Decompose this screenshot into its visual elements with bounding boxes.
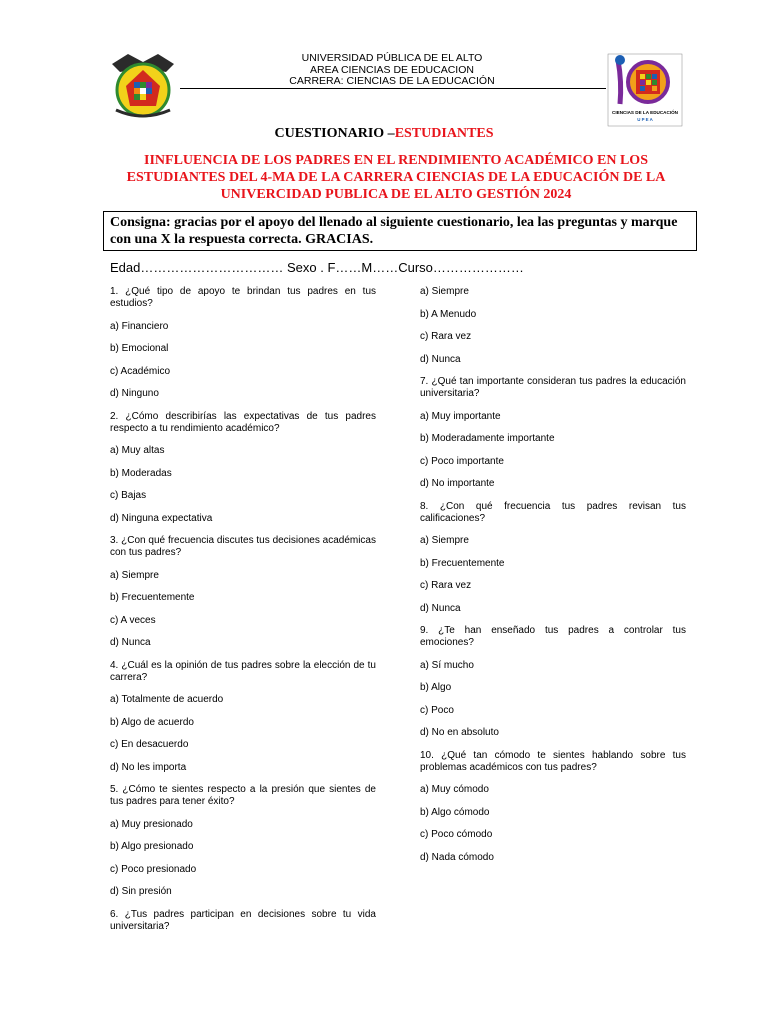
answer-option[interactable]: c) Poco cómodo (420, 829, 493, 840)
answer-option[interactable]: b) Moderadamente importante (420, 433, 555, 444)
answer-option[interactable]: d) Sin presión (110, 886, 172, 897)
question-text: 7. ¿Qué tan importante consideran tus padres la educación universitaria? (420, 376, 686, 399)
answer-option[interactable]: d) Nunca (420, 353, 461, 365)
answer-option[interactable]: c) Poco importante (420, 455, 504, 467)
document-header (0, 50, 768, 120)
question-text: 5. ¿Cómo te sientes respecto a la presión que sientes de tus padres para tener éxito? (110, 784, 376, 807)
answer-option[interactable]: d) Nunca (420, 602, 461, 614)
answer-option[interactable]: c) Académico (110, 365, 171, 377)
answer-option[interactable]: c) Poco (420, 704, 454, 716)
university-seal-logo (108, 50, 178, 122)
answer-option[interactable]: c) En desacuerdo (110, 739, 189, 750)
answer-option[interactable]: d) Nunca (110, 637, 151, 648)
answer-option[interactable]: c) A veces (110, 614, 156, 626)
questions-left-column (110, 286, 376, 943)
answer-option[interactable]: b) Frecuentemente (420, 557, 505, 569)
answer-option[interactable]: b) Algo presionado (110, 841, 194, 852)
answer-option[interactable]: a) Siempre (110, 569, 159, 581)
answer-option[interactable]: c) Bajas (110, 490, 147, 501)
answer-option[interactable]: a) Financiero (110, 320, 169, 332)
question-text: 6. ¿Tus padres participan en decisiones sobre tu vida universitaria? (110, 908, 376, 932)
answer-option[interactable]: c) Poco presionado (110, 863, 197, 875)
answer-option[interactable]: b) Algo de acuerdo (110, 716, 194, 728)
answer-option[interactable]: d) Nada cómodo (420, 851, 494, 863)
title-prefix: CUESTIONARIO – (274, 126, 395, 141)
question-text: 10. ¿Qué tan cómodo te sientes hablando sobre tus problemas académicos con tus padres? (420, 749, 686, 773)
study-title: IINFLUENCIA DE LOS PADRES EN EL RENDIMIENTO ACADÉMICO EN LOS ESTUDIANTES DEL 4-MA DE LA CARRERA CIENCIAS DE LA EDUCACIÓN DE LA UNIVERCIDAD PUBLICA DE EL ALTO GESTIÓN 2024 (126, 153, 666, 202)
questions-right-column (420, 286, 686, 874)
answer-option[interactable]: c) Rara vez (420, 331, 472, 342)
answer-option[interactable]: a) Muy altas (110, 445, 165, 456)
career-name: CARRERA: CIENCIAS DE LA EDUCACIÓN (289, 75, 495, 87)
respondent-fields: Edad…………………………… Sexo . F……M……Curso………………… (110, 260, 524, 275)
answer-option[interactable]: a) Muy cómodo (420, 784, 489, 795)
answer-option[interactable]: b) Algo (420, 682, 452, 693)
answer-option[interactable]: b) Emocional (110, 343, 169, 354)
area-name: AREA CIENCIAS DE EDUCACION (310, 64, 474, 76)
question-text: 8. ¿Con qué frecuencia tus padres revisan tus calificaciones? (420, 500, 686, 524)
question-text: 1. ¿Qué tipo de apoyo te brindan tus padres en tus estudios? (110, 286, 376, 309)
question-text: 4. ¿Cuál es la opinión de tus padres sobre la elección de tu carrera? (110, 659, 376, 683)
answer-option[interactable]: a) Muy importante (420, 410, 501, 422)
header-divider (180, 88, 606, 89)
answer-option[interactable]: b) A Menudo (420, 308, 477, 320)
right-logo-caption: CIENCIAS DE LA EDUCACIÓN (612, 110, 678, 115)
answer-option[interactable]: b) Algo cómodo (420, 806, 490, 818)
answer-option[interactable]: d) No importante (420, 478, 495, 489)
instructions-box: Consigna: gracias por el apoyo del llenado al siguiente cuestionario, lea las preguntas y marque con una X la respuesta correcta. GRACIAS. (103, 211, 697, 251)
answer-option[interactable]: a) Totalmente de acuerdo (110, 694, 224, 705)
answer-option[interactable]: a) Siempre (420, 286, 469, 297)
education-career-logo (606, 52, 684, 128)
answer-option[interactable]: d) No les importa (110, 761, 187, 773)
right-logo-caption-2: U P E A (637, 117, 653, 122)
answer-option[interactable]: d) No en absoluto (420, 727, 499, 738)
question-text: 9. ¿Te han enseñado tus padres a controlar tus emociones? (420, 625, 686, 648)
answer-option[interactable]: a) Sí mucho (420, 659, 474, 671)
answer-option[interactable]: b) Moderadas (110, 467, 172, 479)
answer-option[interactable]: d) Ninguno (110, 388, 159, 399)
answer-option[interactable]: d) Ninguna expectativa (110, 512, 213, 524)
title-highlight: ESTUDIANTES (394, 126, 494, 141)
answer-option[interactable]: b) Frecuentemente (110, 592, 195, 603)
question-text: 3. ¿Con qué frecuencia discutes tus decisiones académicas con tus padres? (110, 535, 376, 558)
page-title (0, 126, 768, 142)
answer-option[interactable]: a) Muy presionado (110, 818, 193, 830)
answer-option[interactable]: a) Siempre (420, 535, 469, 546)
answer-option[interactable]: c) Rara vez (420, 580, 472, 591)
question-text: 2. ¿Cómo describirías las expectativas de tus padres respecto a tu rendimiento académico? (110, 410, 376, 434)
university-name: UNIVERSIDAD PÚBLICA DE EL ALTO (301, 52, 483, 64)
